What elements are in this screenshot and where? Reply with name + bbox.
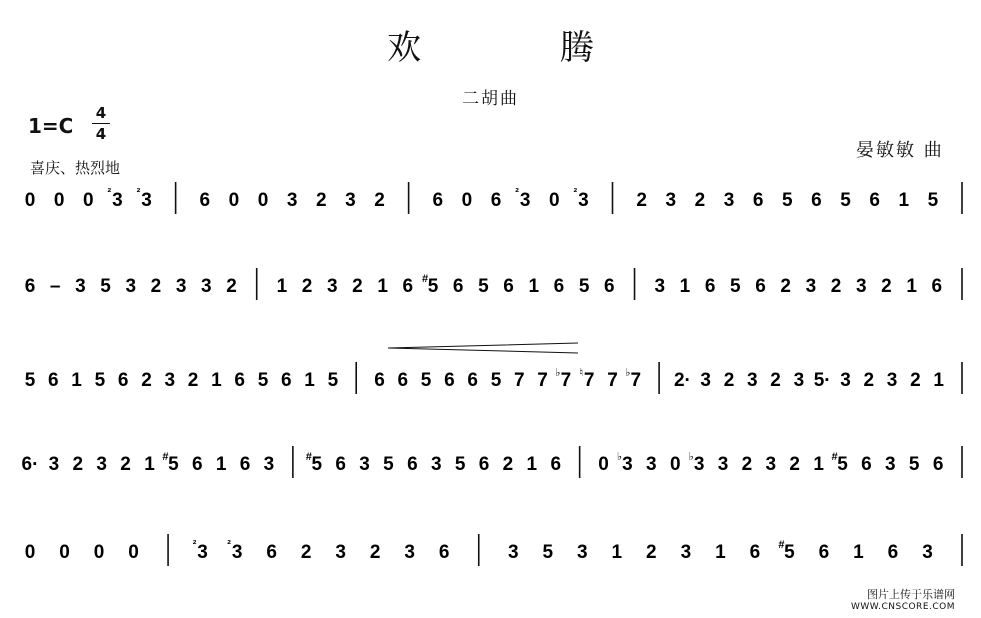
- note: 1: [215, 454, 227, 475]
- accidental: #: [421, 273, 429, 285]
- note: 2: [723, 370, 735, 391]
- note: 6: [335, 454, 346, 475]
- note: 3: [75, 276, 86, 297]
- watermark: [851, 588, 955, 614]
- note: 1: [898, 190, 910, 211]
- note: 6: [818, 542, 830, 563]
- accidental: ♮: [579, 367, 584, 379]
- note: 5: [784, 542, 795, 563]
- note: 3: [855, 276, 867, 297]
- accidental: #: [778, 539, 785, 551]
- note: 5: [454, 454, 466, 475]
- note: 2: [141, 370, 152, 391]
- note: 2: [780, 276, 791, 297]
- note: 5: [578, 276, 590, 297]
- note: 0: [669, 454, 681, 475]
- note: 7: [607, 370, 618, 391]
- note: 5: [327, 370, 339, 391]
- note: 1: [144, 454, 155, 475]
- note: 0: [228, 190, 240, 211]
- note: 7: [630, 370, 642, 391]
- note: 3: [201, 276, 212, 297]
- note: 3: [680, 542, 692, 563]
- note: 2: [694, 190, 706, 211]
- note: 3: [125, 276, 137, 297]
- note: 6: [444, 370, 455, 391]
- note: 0: [128, 542, 139, 563]
- note: 6: [281, 370, 292, 391]
- note: 6: [402, 276, 414, 297]
- note: 3: [164, 370, 176, 391]
- accidental: ²: [227, 539, 231, 551]
- note: 5: [478, 276, 489, 297]
- note: 3: [507, 542, 519, 563]
- note: 3: [765, 454, 777, 475]
- accidental: #: [305, 451, 312, 463]
- note: 2: [502, 454, 514, 475]
- accidental: ♭: [616, 451, 623, 463]
- accidental: ²: [573, 187, 578, 199]
- note: 3: [335, 542, 346, 563]
- meter-top: 4: [95, 104, 107, 122]
- note: 0: [598, 454, 609, 475]
- note: 6·: [21, 454, 39, 475]
- note: 1: [528, 276, 540, 297]
- note: 5: [168, 454, 179, 475]
- note: 1: [715, 542, 726, 563]
- note: 3: [326, 276, 338, 297]
- note: 2: [301, 276, 313, 297]
- note: 5: [840, 190, 851, 211]
- note: 6: [239, 454, 251, 475]
- accidental: ²: [192, 539, 197, 551]
- piece-subtitle: 二胡曲: [462, 89, 519, 109]
- note: 5: [542, 542, 554, 563]
- note: 3: [175, 276, 187, 297]
- note: 1: [71, 370, 82, 391]
- note: 7: [583, 370, 595, 391]
- note: 5·: [813, 370, 831, 391]
- note: 5: [94, 370, 106, 391]
- note: 5: [24, 370, 36, 391]
- note: 5: [383, 454, 394, 475]
- note: 6: [199, 190, 211, 211]
- accidental: ♭: [688, 451, 694, 463]
- watermark-line1: 图片上传于乐谱网: [867, 588, 955, 601]
- note: 6: [811, 190, 822, 211]
- note: 0: [461, 190, 473, 211]
- note: 3: [693, 454, 705, 475]
- note: 0: [53, 190, 65, 211]
- note: 6: [932, 454, 944, 475]
- note: 6: [438, 542, 450, 563]
- note: 3: [922, 542, 933, 563]
- note: 3: [717, 454, 729, 475]
- note: 6: [550, 454, 562, 475]
- note: 0: [548, 190, 560, 211]
- key-signature: 1=C: [28, 114, 74, 138]
- note: 6: [452, 276, 464, 297]
- note: 1: [813, 454, 824, 475]
- note: 2: [374, 190, 385, 211]
- note: 3: [404, 542, 415, 563]
- note: 5: [100, 276, 111, 297]
- note: 1: [933, 370, 944, 391]
- note: 3: [805, 276, 817, 297]
- note: 2·: [673, 370, 691, 391]
- note: 3: [885, 454, 896, 475]
- note: 3: [654, 276, 666, 297]
- note: 3: [430, 454, 442, 475]
- note: 3: [345, 190, 356, 211]
- note: 3: [577, 542, 588, 563]
- note: 1: [377, 276, 388, 297]
- note: 5: [311, 454, 323, 475]
- note: 6: [490, 190, 502, 211]
- note: 3: [286, 190, 298, 211]
- note: 2: [636, 190, 647, 211]
- note: 5: [490, 370, 502, 391]
- note: 2: [910, 370, 921, 391]
- note: 2: [72, 454, 84, 475]
- note: 1: [276, 276, 288, 297]
- watermark-url: WWW.CNSCORE.COM: [850, 602, 955, 612]
- accidental: ²: [107, 187, 112, 199]
- note: 3: [359, 454, 370, 475]
- note: 2: [789, 454, 801, 475]
- note: 2: [863, 370, 875, 391]
- note: 3: [197, 542, 208, 563]
- note: 5: [730, 276, 741, 297]
- note: 6: [604, 276, 615, 297]
- note: 2: [187, 370, 199, 391]
- note: 6: [48, 370, 59, 391]
- note: 2: [770, 370, 781, 391]
- note: 3: [646, 454, 657, 475]
- note: 5: [837, 454, 848, 475]
- accidental: #: [162, 451, 169, 463]
- note: 6: [117, 370, 129, 391]
- note: 0: [24, 190, 36, 211]
- note: 5: [908, 454, 920, 475]
- note: 0: [59, 542, 70, 563]
- note: 2: [741, 454, 753, 475]
- note: 6: [749, 542, 761, 563]
- note: 3: [112, 190, 123, 211]
- note: 6: [374, 370, 385, 391]
- note: 6: [553, 276, 565, 297]
- note: 5: [927, 190, 939, 211]
- note: 6: [478, 454, 490, 475]
- note: 6: [931, 276, 943, 297]
- note: 3: [793, 370, 805, 391]
- note: 6: [234, 370, 245, 391]
- note: 6: [467, 370, 478, 391]
- note: 3: [141, 190, 152, 211]
- note: 2: [881, 276, 892, 297]
- note: 6: [861, 454, 872, 475]
- note: 3: [231, 542, 243, 563]
- note: 0: [24, 542, 36, 563]
- note: 6: [266, 542, 277, 563]
- note: 2: [369, 542, 381, 563]
- note: 1: [304, 370, 315, 391]
- note: –: [49, 276, 61, 297]
- note: 6: [407, 454, 418, 475]
- tempo-marking: 喜庆、热烈地: [30, 159, 121, 177]
- note: 2: [120, 454, 131, 475]
- note: 3: [96, 454, 107, 475]
- note: 2: [226, 276, 237, 297]
- note: 2: [300, 542, 312, 563]
- note: 1: [906, 276, 917, 297]
- note: 5: [257, 370, 269, 391]
- composer-credit: 晏敏敏 曲: [856, 140, 944, 161]
- note: 3: [519, 190, 531, 211]
- note: 6: [24, 276, 36, 297]
- note: 2: [830, 276, 842, 297]
- note: 2: [150, 276, 162, 297]
- note: 3: [886, 370, 898, 391]
- note: 2: [315, 190, 327, 211]
- note: 7: [537, 370, 548, 391]
- note: 1: [526, 454, 538, 475]
- note: 3: [665, 190, 677, 211]
- note: 0: [257, 190, 269, 211]
- note: 6: [887, 542, 899, 563]
- accidental: ♭: [625, 367, 631, 379]
- note: 1: [211, 370, 222, 391]
- note: 7: [560, 370, 572, 391]
- note: 1: [679, 276, 691, 297]
- note: 3: [622, 454, 633, 475]
- note: 6: [752, 190, 764, 211]
- note: 3: [48, 454, 60, 475]
- note: 0: [82, 190, 94, 211]
- note: 3: [578, 190, 589, 211]
- note: 6: [432, 190, 444, 211]
- note: 3: [840, 370, 851, 391]
- note: 1: [611, 542, 623, 563]
- meter-bottom: 4: [95, 125, 107, 143]
- note: 5: [781, 190, 793, 211]
- note: 1: [853, 542, 864, 563]
- accidental: ²: [136, 187, 141, 199]
- note: 5: [420, 370, 432, 391]
- note: 2: [646, 542, 657, 563]
- note: 6: [191, 454, 203, 475]
- piece-title: 欢 腾: [387, 28, 658, 68]
- note: 2: [352, 276, 363, 297]
- note: 6: [503, 276, 514, 297]
- note: 7: [514, 370, 525, 391]
- accidental: ♭: [555, 367, 561, 379]
- accidental: ²: [515, 187, 519, 199]
- note: 3: [723, 190, 735, 211]
- note: 5: [427, 276, 439, 297]
- crescendo-hairpin: [388, 343, 578, 353]
- note: 6: [397, 370, 409, 391]
- note: 0: [93, 542, 105, 563]
- note: 6: [869, 190, 880, 211]
- note: 3: [747, 370, 758, 391]
- note: 6: [704, 276, 716, 297]
- note: 3: [263, 454, 275, 475]
- note: 3: [700, 370, 711, 391]
- accidental: #: [831, 451, 838, 463]
- note: 6: [755, 276, 766, 297]
